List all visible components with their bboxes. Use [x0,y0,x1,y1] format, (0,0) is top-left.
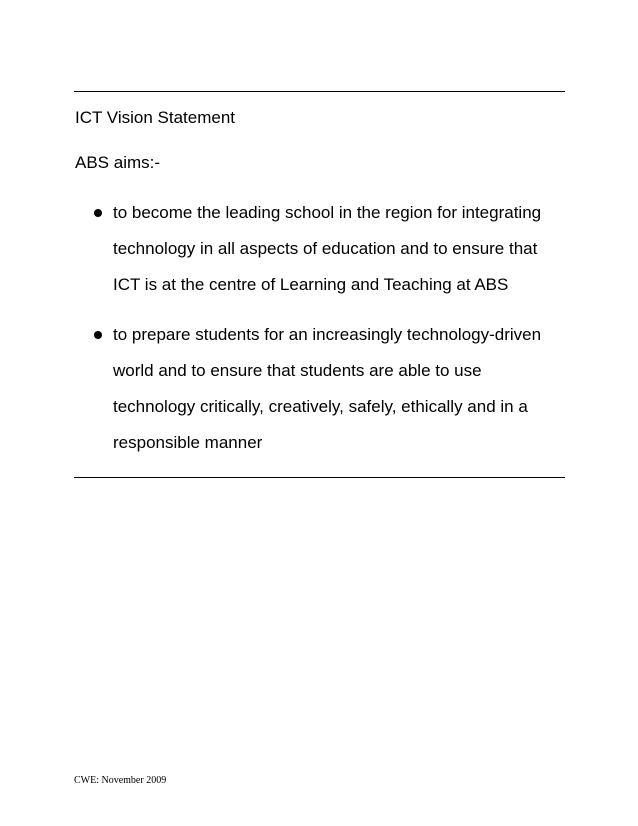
aim-item-2 [0,317,638,461]
intro-text: ABS aims:- [75,153,161,172]
aims-list [0,195,638,461]
bullet-icon [94,331,102,339]
aim-line: to prepare students for an increasingly technology-driven [113,325,542,344]
bullet-icon [94,209,102,217]
top-divider [74,91,565,92]
aim-line: to become the leading school in the region for integrating [113,203,542,222]
document-heading: ICT Vision Statement [75,108,236,127]
aim-line: world and to ensure that students are able to use [113,361,482,380]
aim-line: technology critically, creatively, safely, ethically and in a [113,397,528,416]
aim-line: responsible manner [113,433,263,452]
aim-line: ICT is at the centre of Learning and Teaching at ABS [113,275,509,294]
page-footer: CWE: November 2009 [74,775,167,786]
bottom-divider [74,477,565,478]
aim-line: technology in all aspects of education and to ensure that [113,239,538,258]
aim-item-1 [0,195,638,303]
